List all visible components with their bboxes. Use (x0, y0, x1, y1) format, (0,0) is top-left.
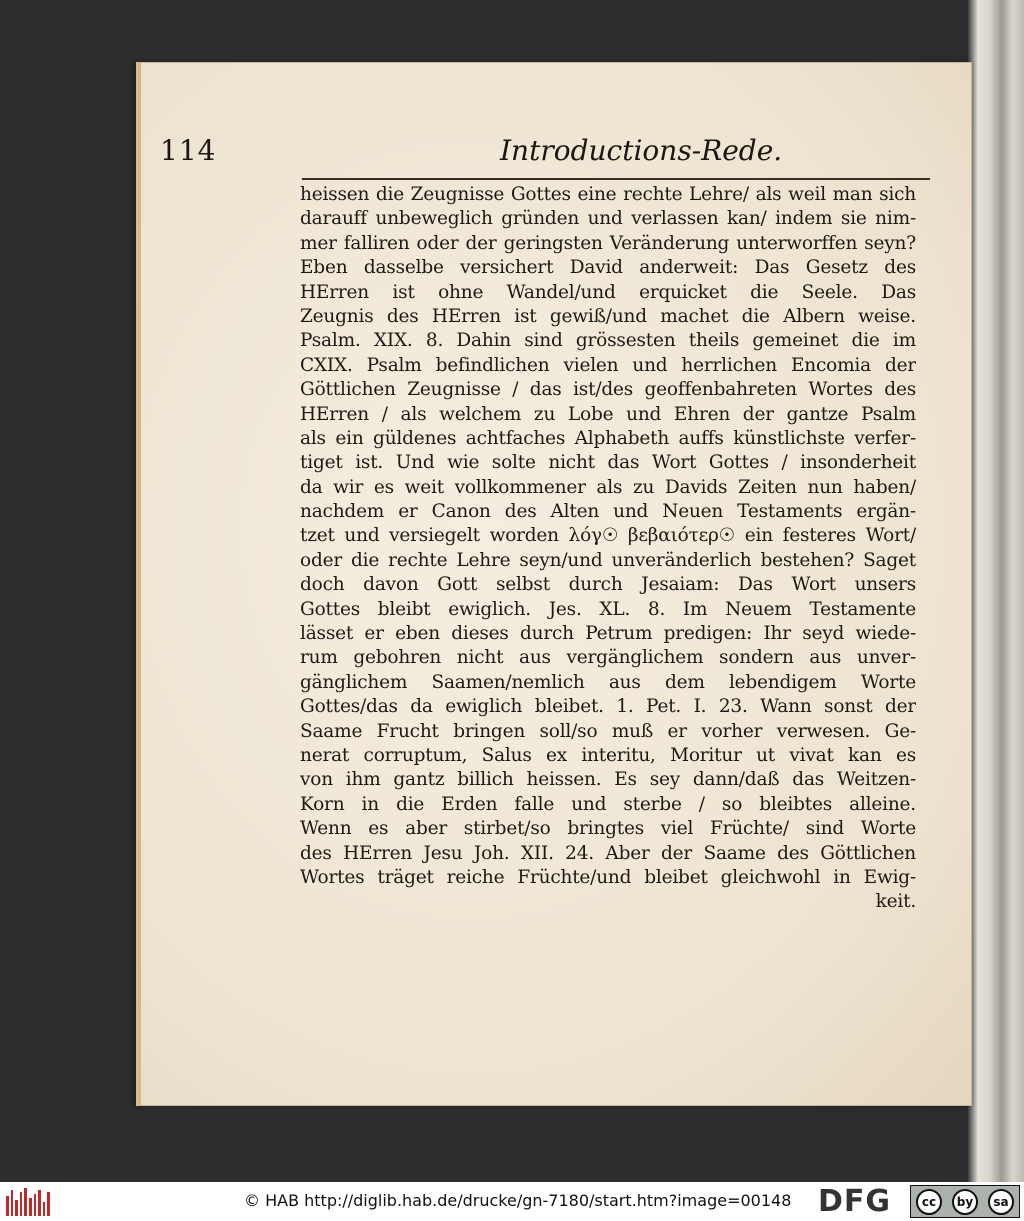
cc-license-badge[interactable] (910, 1185, 1020, 1218)
text-line: nerat corruptum, Salus ex interitu, Moritur ut vivat kan es (300, 744, 916, 766)
text-line: doch davon Gott selbst durch Jesaiam: Das Wort unsers (300, 574, 916, 596)
running-head (160, 134, 940, 174)
text-line: da wir es weit vollkommener als zu Davids Zeiten nun haben/ (300, 476, 916, 498)
header-rule (302, 178, 930, 180)
page-number: 114 (160, 134, 217, 167)
text-line: als ein güldenes achtfaches Alphabeth auffs künstlichste verfer- (300, 427, 916, 449)
viewer-footer (0, 1182, 1024, 1221)
text-line: Wortes träget reiche Früchte/und bleibet gleichwohl in Ewig- (300, 866, 916, 888)
creative-commons-icon: cc (916, 1189, 942, 1215)
text-line: heissen die Zeugnisse Gottes eine rechte Lehre/ als weil man sich (300, 184, 916, 205)
text-line: lässet er eben dieses durch Petrum predigen: Ihr seyd wiede- (300, 623, 916, 645)
text-line: Wenn es aber stirbet/so bringtes viel Früchte/ sind Worte (300, 818, 916, 840)
text-line: oder die rechte Lehre seyn/und unveränderlich bestehen? Saget (300, 549, 916, 571)
text-line: CXIX. Psalm befindlichen vielen und herrlichen Encomia der (300, 354, 916, 376)
text-line: darauff unbeweglich gründen und verlassen kan/ indem sie nim- (300, 208, 916, 230)
hab-logo-icon (6, 1188, 50, 1216)
body-text (300, 183, 916, 915)
attribution-link[interactable]: © HAB http://diglib.hab.de/drucke/gn-7180/start.htm?image=00148 (244, 1191, 792, 1210)
text-line: nachdem er Canon des Alten und Neuen Testaments ergän- (300, 501, 916, 523)
dfg-logo: DFG (818, 1184, 892, 1219)
text-line: Psalm. XIX. 8. Dahin sind grössesten theils gemeinet die im (300, 330, 916, 352)
text-line: Gottes bleibt ewiglich. Jes. XL. 8. Im Neuem Testamente (300, 598, 916, 620)
text-line: tiget ist. Und wie solte nicht das Wort Gottes / insonderheit (300, 452, 916, 474)
page-header-title: Introductions-Rede. (500, 134, 783, 167)
text-line: Zeugnis des HErren ist gewiß/und machet die Albern weise. (300, 305, 916, 327)
text-line: des HErren Jesu Joh. XII. 24. Aber der Saame des Göttlichen (300, 842, 916, 864)
text-line: HErren ist ohne Wandel/und erquicket die Seele. Das (300, 281, 916, 303)
text-line: gänglichem Saamen/nemlich aus dem lebendigem Worte (300, 671, 916, 693)
text-line: Gottes/das da ewiglich bleibet. 1. Pet. I. 23. Wann sonst der (300, 696, 916, 718)
text-line: Saame Frucht bringen soll/so muß er vorher verwesen. Ge- (300, 720, 916, 742)
text-line: mer falliren oder der geringsten Veränderung unterworffen seyn? (300, 232, 916, 254)
share-alike-icon: sa (988, 1189, 1014, 1215)
text-line: HErren / als welchem zu Lobe und Ehren der gantze Psalm (300, 403, 916, 425)
attribution-icon: by (952, 1189, 978, 1215)
text-line: Göttlichen Zeugnisse / das ist/des geoffenbahreten Wortes des (300, 379, 916, 401)
text-line: keit. (875, 891, 916, 913)
text-line: rum gebohren nicht aus vergänglichem sondern aus unver- (300, 647, 916, 669)
text-line: von ihm gantz billich heissen. Es sey dann/daß das Weitzen- (300, 769, 916, 791)
text-line: Korn in die Erden falle und sterbe / so bleibtes alleine. (300, 793, 916, 815)
book-spine (968, 0, 1024, 1182)
text-line: tzet und versiegelt worden λόγ☉ βεβαιότερ☉ ein festeres Wort/ (300, 525, 916, 547)
text-line: Eben dasselbe versichert David anderweit: Das Gesetz des (300, 257, 916, 279)
